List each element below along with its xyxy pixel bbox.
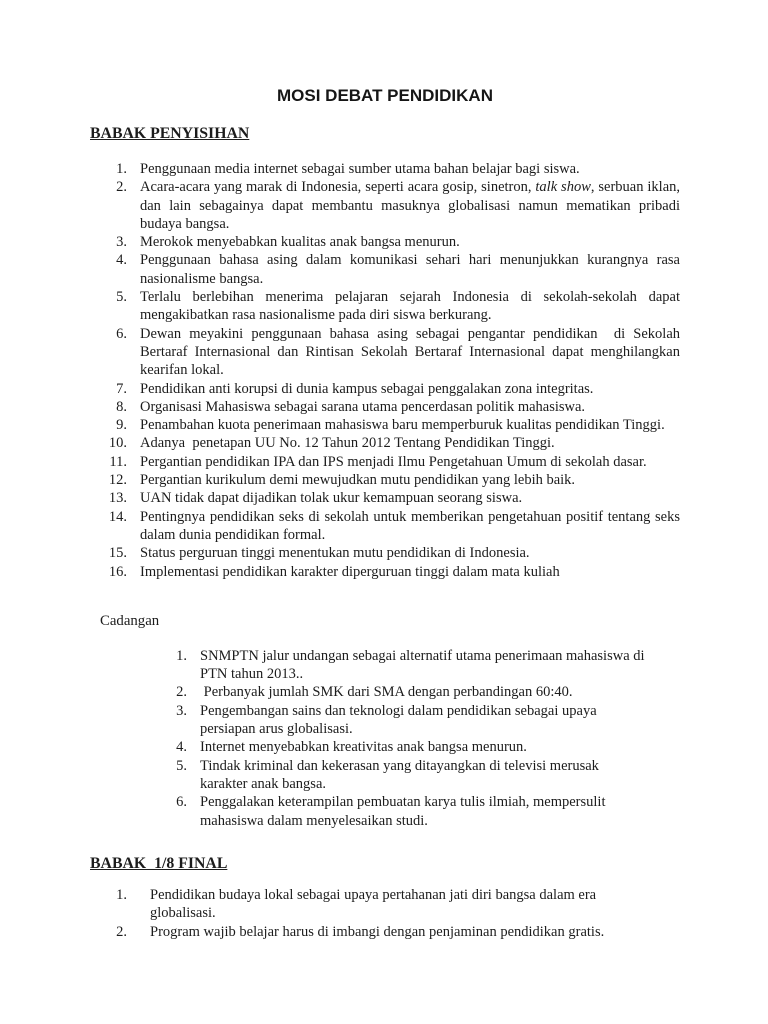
list-item-number: 2. (116, 923, 127, 940)
list-item-number: 2. (116, 179, 127, 196)
list-item-text: SNMPTN jalur undangan sebagai alternatif utama penerimaan mahasiswa di PTN tahun 2013.. (200, 647, 649, 683)
list-item-number: 8. (116, 398, 127, 415)
list-item (150, 738, 647, 756)
list-item-number: 2. (176, 684, 187, 701)
list-item-number: 11. (109, 453, 127, 470)
list-final (90, 886, 662, 942)
list-item-text: UAN tidak dapat dijadikan tolak ukur kemampuan seorang siswa. (140, 490, 523, 507)
list-item-text: Pergantian kurikulum demi mewujudkan mutu pendidikan yang lebih baik. (140, 472, 576, 489)
list-item-number: 3. (116, 234, 127, 251)
list-item-text: Penggunaan bahasa asing dalam komunikasi sehari hari menunjukkan kurangnya rasa nasionalisme bangsa. (140, 252, 684, 287)
list-item-text: Internet menyebabkan kreativitas anak bangsa menurun. (200, 739, 527, 756)
list-item (90, 508, 684, 545)
list-item (90, 288, 684, 325)
list-item-text-italic: talk show (535, 179, 591, 196)
list-item-number: 5. (176, 757, 187, 774)
list-item-number: 10. (108, 435, 127, 452)
list-item (90, 544, 680, 562)
list-item-text: Pendidikan budaya lokal sebagai upaya pertahanan jati diri bangsa dalam era globalisasi. (150, 886, 600, 922)
list-item-text-pre: Acara-acara yang marak di Indonesia, seperti acara gosip, sinetron, (140, 179, 536, 196)
list-item-text (140, 178, 684, 233)
list-item-text: Status perguruan tinggi menentukan mutu pendidikan di Indonesia. (140, 545, 530, 562)
list-item-text: Pentingnya pendidikan seks di sekolah untuk memberikan pengetahuan positif tentang seks dalam dunia pendidikan formal. (140, 508, 684, 543)
list-item (90, 160, 680, 178)
list-item (90, 453, 680, 471)
list-item-text: Tindak kriminal dan kekerasan yang ditayangkan di televisi merusak karakter anak bangsa. (200, 757, 603, 792)
list-item (90, 398, 680, 416)
list-item-number: 6. (176, 794, 187, 811)
list-item-text: Pergantian pendidikan IPA dan IPS menjadi Ilmu Pengetahuan Umum di sekolah dasar. (140, 453, 647, 470)
list-item (90, 886, 662, 923)
list-item (150, 793, 647, 830)
list-item-text: Perbanyak jumlah SMK dari SMA dengan perbandingan 60:40. (200, 684, 573, 701)
list-item (150, 757, 647, 794)
list-item-text: Penambahan kuota penerimaan mahasiswa baru memperburuk kualitas pendidikan Tinggi. (140, 417, 665, 434)
list-item-number: 5. (116, 289, 127, 306)
list-cadangan (150, 647, 647, 830)
list-item (90, 380, 680, 398)
list-item-number: 1. (116, 886, 127, 903)
list-item-text: Penggunaan media internet sebagai sumber utama bahan belajar bagi siswa. (140, 161, 580, 177)
list-item (90, 178, 684, 233)
list-item-text-post: , serbuan iklan, dan lain sebagainya dapat membantu masuknya globalisasi namun mematikan pribadi budaya bangsa. (140, 179, 684, 232)
list-item-number: 13. (108, 490, 127, 507)
list-item-text: Pendidikan anti korupsi di dunia kampus sebagai penggalakan zona integritas. (140, 380, 594, 397)
section-heading-penyisihan: BABAK PENYISIHAN (90, 125, 250, 142)
list-item-text: Organisasi Mahasiswa sebagai sarana utama pencerdasan politik mahasiswa. (140, 398, 586, 415)
list-item-number: 16. (108, 563, 127, 580)
list-item-number: 1. (116, 161, 127, 177)
list-item-number: 7. (116, 380, 127, 397)
list-item (90, 233, 680, 251)
list-item (90, 563, 680, 581)
list-item-text: Dewan meyakini penggunaan bahasa asing sebagai pengantar pendidikan di Sekolah Bertaraf Internasional dan Rintisan Sekolah Bertaraf Internasional dapat menghilangkan kearifan lokal. (140, 325, 684, 379)
list-item (150, 702, 647, 739)
list-item (90, 923, 662, 942)
list-item-text: Penggalakan keterampilan pembuatan karya tulis ilmiah, mempersulit mahasiswa dalam menyelesaikan studi. (200, 794, 610, 829)
document-title: MOSI DEBAT PENDIDIKAN (277, 86, 493, 105)
list-item (90, 325, 684, 380)
list-item (90, 434, 680, 452)
list-item-text: Implementasi pendidikan karakter diperguruan tinggi dalam mata kuliah (140, 563, 560, 580)
list-item (150, 647, 647, 684)
list-item-text: Terlalu berlebihan menerima pelajaran sejarah Indonesia di sekolah-sekolah dapat mengakibatkan rasa nasionalisme pada diri siswa berkurang. (140, 289, 684, 324)
section-heading-final: BABAK 1/8 FINAL (90, 854, 228, 872)
list-item (90, 489, 680, 507)
list-item-number: 1. (176, 647, 187, 664)
list-item-number: 4. (116, 252, 127, 269)
list-item-text: Merokok menyebabkan kualitas anak bangsa menurun. (140, 234, 460, 251)
list-item-number: 9. (116, 417, 127, 434)
list-item-number: 14. (108, 508, 127, 525)
list-item-number: 15. (108, 545, 127, 562)
list-penyisihan (90, 160, 684, 581)
list-item (90, 416, 680, 434)
list-item-text: Adanya penetapan UU No. 12 Tahun 2012 Tentang Pendidikan Tinggi. (140, 435, 555, 452)
list-item (90, 471, 680, 489)
list-item-number: 6. (116, 325, 127, 342)
section-heading-cadangan: Cadangan (100, 612, 160, 629)
list-item-number: 12. (108, 472, 127, 489)
list-item (90, 251, 684, 288)
list-item-number: 3. (176, 702, 187, 719)
list-item-text: Pengembangan sains dan teknologi dalam pendidikan sebagai upaya persiapan arus globalisasi. (200, 702, 601, 738)
list-item (150, 683, 647, 701)
list-item-text: Program wajib belajar harus di imbangi dengan penjaminan pendidikan gratis. (150, 923, 605, 940)
list-item-number: 4. (176, 739, 187, 756)
